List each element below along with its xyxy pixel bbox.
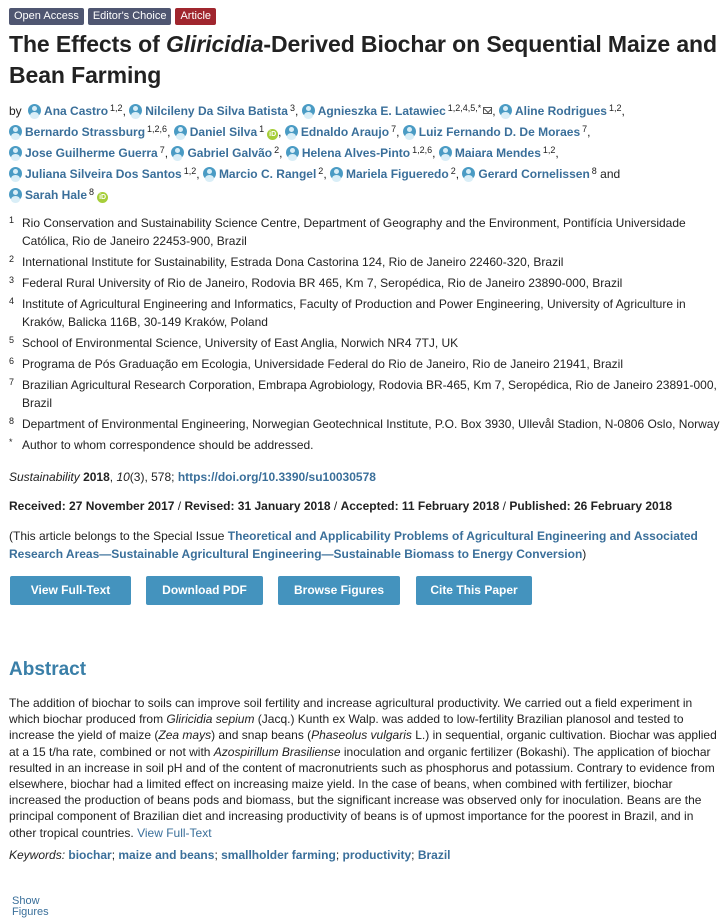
affiliation-text: Programa de Pós Graduação em Ecologia, Universidade Federal do Rio de Janeiro, Rio de Janeiro 21941, Brazil [22, 357, 624, 371]
keyword-separator: ; [111, 847, 119, 862]
title-italic: Gliricidia [165, 31, 264, 57]
comma: , [196, 167, 200, 181]
editors-choice-badge[interactable]: Editor's Choice [88, 8, 172, 25]
person-icon [286, 146, 299, 159]
author[interactable] [174, 125, 278, 139]
comma: , [432, 146, 436, 160]
special-issue-note [9, 527, 721, 563]
show-figures-label: Show Figures [12, 895, 49, 918]
view-full-text-button[interactable]: View Full-Text [10, 576, 131, 605]
date-separator: / [330, 499, 341, 513]
orcid-icon[interactable]: iD [99, 194, 107, 201]
abstract-italic: Zea mays [158, 728, 212, 743]
author[interactable] [439, 145, 559, 160]
affiliation-item [9, 376, 721, 412]
author-name[interactable]: Daniel Silva [189, 125, 258, 139]
comma: , [492, 104, 496, 118]
comma: , [164, 146, 169, 160]
author[interactable] [9, 188, 108, 202]
author-name[interactable]: Agnieszka E. Latawiec [317, 104, 446, 118]
person-icon [403, 125, 416, 138]
keyword-link[interactable]: biochar [68, 847, 112, 862]
affiliation-text: Brazilian Agricultural Research Corporation, Embrapa Agrobiology, Rodovia BR-465, Km 7, Seropédica, Rio de Janeiro 23891-000, Brazil [22, 378, 717, 410]
author[interactable] [286, 146, 432, 160]
citation-line: Sustainability 2018, 10(3), 578; https://doi.org/10.3390/su10030578 [9, 470, 376, 484]
author-affil: 8 [591, 166, 597, 176]
author-name[interactable]: Gerard Cornelissen [478, 167, 590, 181]
author-affil: 1 [259, 124, 265, 134]
author-name[interactable]: Bernardo Strassburg [25, 125, 146, 139]
author[interactable] [330, 167, 456, 181]
author[interactable] [9, 167, 196, 181]
affiliation-text: Federal Rural University of Rio de Janeiro, Rodovia BR 465, Km 7, Seropédica, Rio de Janeiro 23890-000, Brazil [22, 276, 623, 290]
affiliation-text: Author to whom correspondence should be addressed. [22, 438, 314, 452]
keyword-separator: ; [411, 847, 418, 862]
author-name[interactable]: Jose Guilherme Guerra [25, 146, 158, 160]
author-affil: 8 [89, 187, 95, 197]
affiliation-number: 2 [9, 254, 15, 264]
author-affil: 1,2 [183, 166, 197, 176]
person-icon [302, 104, 315, 117]
person-icon [9, 125, 22, 138]
keywords-line [9, 847, 721, 863]
affiliation-item [9, 253, 721, 271]
keyword-link[interactable]: Brazil [417, 847, 451, 862]
person-icon [203, 167, 216, 180]
and-label: and [600, 167, 621, 181]
comma: , [621, 104, 625, 118]
author-affil: 7 [391, 124, 397, 134]
keywords-label: Keywords: [9, 847, 66, 862]
author[interactable] [462, 167, 596, 181]
affiliation-item [9, 415, 721, 433]
person-icon [174, 125, 187, 138]
author-affil: 1,2 [608, 103, 622, 113]
person-icon [9, 167, 22, 180]
by-label: by [9, 104, 22, 118]
affiliation-number: 7 [9, 377, 15, 387]
journal-name: Sustainability [9, 470, 80, 484]
author[interactable] [403, 125, 587, 139]
person-icon [9, 188, 22, 201]
keyword-link[interactable]: smallholder farming [221, 847, 336, 862]
author-name[interactable]: Juliana Silveira Dos Santos [25, 167, 182, 181]
abstract-heading: Abstract [9, 659, 87, 680]
person-icon [171, 146, 184, 159]
author-name[interactable]: Luiz Fernando D. De Moraes [418, 125, 581, 139]
author-affil: 2 [450, 166, 456, 176]
author-affil: 2 [274, 145, 280, 155]
author-name[interactable]: Aline Rodrigues [514, 104, 607, 118]
title-part-1: The Effects of [9, 31, 166, 57]
person-icon [9, 146, 22, 159]
affiliation-text: International Institute for Sustainability, Estrada Dona Castorina 124, Rio de Janeiro 22460-320, Brazil [22, 255, 564, 269]
author-name[interactable]: Gabriel Galvão [187, 146, 273, 160]
affiliation-number: 4 [9, 296, 15, 306]
author[interactable] [129, 104, 295, 118]
affiliation-text: Institute of Agricultural Engineering and Informatics, Faculty of Production and Power Engineering, University of Agriculture in Kraków, Balicka 116B, 30-149 Kraków, Poland [22, 297, 686, 329]
author-affil: 7 [159, 145, 165, 155]
keyword-separator: ; [214, 847, 222, 862]
abstract-text [9, 695, 721, 841]
author-affil: 7 [582, 124, 588, 134]
affiliation-text: School of Environmental Science, University of East Anglia, Norwich NR4 7TJ, UK [22, 336, 459, 350]
author[interactable] [203, 167, 323, 181]
action-buttons [9, 576, 721, 605]
citation-issue-pages: (3), 578; [129, 470, 178, 484]
affiliation-item [9, 355, 721, 373]
accepted-date: Accepted: 11 February 2018 [340, 499, 500, 513]
article-type-badge: Article [175, 8, 216, 25]
abstract-segment: ) and snap beans ( [211, 728, 312, 743]
article-header [9, 8, 721, 863]
affiliation-text: Department of Environmental Engineering, Norwegian Geotechnical Institute, P.O. Box 3930, Ullevål Stadion, N-0806 Oslo, Norway [22, 417, 720, 431]
abstract-italic: Gliricidia sepium [166, 712, 255, 727]
person-icon [28, 104, 41, 117]
author-affil: 1,2 [542, 145, 556, 155]
keyword-separator: ; [335, 847, 343, 862]
article-title [9, 29, 721, 91]
comma: , [295, 104, 299, 118]
published-date: Published: 26 February 2018 [509, 499, 673, 513]
doi-link[interactable]: https://doi.org/10.3390/su10030578 [177, 470, 376, 484]
abstract-italic: Azospirillum Brasiliense [213, 744, 341, 759]
abstract-segment: L.) in sequential, organic cultivation. Biochar was applied at a 15 t/ha rate, combined or not with [9, 728, 717, 759]
comma: , [455, 167, 460, 181]
person-icon [330, 167, 343, 180]
show-figures-link[interactable] [12, 895, 72, 918]
affiliation-item [9, 214, 721, 250]
date-separator: / [499, 499, 510, 513]
publication-dates [9, 498, 721, 514]
author-affil: 1,2,6 [147, 124, 168, 134]
affiliation-number: 1 [9, 215, 15, 225]
author[interactable] [499, 104, 622, 118]
mail-icon[interactable] [483, 107, 492, 114]
author[interactable] [9, 125, 167, 139]
affiliation-number: 6 [9, 356, 15, 366]
abstract-segment: inoculation and organic fertilizer (Bokashi). The application of biochar resulted in an increase in soil pH and of the content of macronutrients such as phosphorus and potassium. Contrary to evidence from elsewhere, biochar had a limited effect on increasing maize yield. In the case of beans, when combined with fertilizer, biochar increased the production of beans pods and biomass, but the significant increase was observed only for inoculation. Beans are the principal component of Brazilian diet and increasing productivity of beans is of upmost importance for the poorest in Brazil, and in other tropical countries. [9, 744, 715, 840]
affiliation-number: 3 [9, 275, 15, 285]
abstract-italic: Phaseolus vulgaris [311, 728, 412, 743]
author[interactable] [285, 125, 396, 139]
abstract-segment: The addition of biochar to soils can improve soil fertility and increase agricultural productivity. We carried out a field experiment in which biochar produced from [9, 696, 693, 727]
orcid-icon[interactable]: iD [269, 131, 277, 138]
keyword-link[interactable]: maize and beans [118, 847, 215, 862]
date-separator: / [174, 499, 185, 513]
abstract-full-text-link[interactable]: View Full-Text [137, 825, 212, 840]
affiliation-item [9, 274, 721, 292]
author-name[interactable]: Mariela Figueredo [346, 167, 449, 181]
special-issue-link[interactable]: Theoretical and Applicability Problems of Agricultural Engineering and Associated Research Areas—Sustainable Agricultural Engineering—Sustainable Biomass to Energy Conversion [9, 529, 698, 561]
person-icon [462, 167, 475, 180]
affiliation-text: Rio Conservation and Sustainability Science Centre, Department of Geography and the Environment, Pontifícia Universidade Católica, Rio de Janeiro 22453-900, Brazil [22, 216, 686, 248]
comma: , [167, 125, 171, 139]
badge-row [9, 8, 721, 25]
affiliation-number: * [9, 437, 13, 447]
comma: , [555, 146, 559, 160]
cite-paper-button[interactable]: Cite This Paper [416, 576, 532, 605]
person-icon [285, 125, 298, 138]
author-name[interactable]: Marcio C. Rangel [218, 167, 317, 181]
author-affil: 2 [318, 166, 324, 176]
affiliation-list [9, 214, 721, 454]
author-name[interactable]: Maiara Mendes [454, 146, 541, 160]
comma: , [396, 125, 400, 139]
comma: , [587, 125, 591, 139]
title-part-2: -Derived Biochar on Sequential Maize and Bean Farming [9, 31, 717, 88]
affiliation-item [9, 436, 721, 454]
browse-figures-button[interactable]: Browse Figures [278, 576, 400, 605]
affiliation-number: 5 [9, 335, 15, 345]
author-name[interactable]: Ednaldo Araujo [300, 125, 390, 139]
comma: , [279, 146, 283, 160]
affiliation-number: 8 [9, 416, 15, 426]
citation-year: 2018 [83, 470, 110, 484]
comma: , [323, 167, 327, 181]
comma: , [122, 104, 126, 118]
author-affil: 1,2 [110, 103, 123, 113]
citation-volume: 10 [116, 470, 130, 484]
author-affil: 3 [289, 103, 295, 113]
author-name[interactable]: Nilcileny Da Silva Batista [145, 104, 288, 118]
author-name[interactable]: Sarah Hale [25, 188, 88, 202]
author-affil: 1,2,4,5,* [447, 103, 482, 113]
author-affil: 1,2,6 [412, 145, 433, 155]
received-date: Received: 27 November 2017 [9, 499, 175, 513]
author-name[interactable]: Helena Alves-Pinto [301, 146, 411, 160]
revised-date: Revised: 31 January 2018 [184, 499, 331, 513]
author[interactable] [9, 146, 165, 160]
author-list [9, 99, 721, 204]
open-access-badge[interactable]: Open Access [9, 8, 84, 25]
author-name[interactable]: Ana Castro [44, 104, 109, 118]
affiliation-item [9, 334, 721, 352]
affiliation-item [9, 295, 721, 331]
person-icon [129, 104, 142, 117]
author[interactable] [171, 146, 279, 160]
abstract-segment: (Jacq.) Kunth ex Walp. was added to low-fertility Brazilian planosol and tested to increase the yield of maize ( [9, 712, 684, 743]
author[interactable] [302, 103, 496, 118]
person-icon [439, 146, 452, 159]
download-pdf-button[interactable]: Download PDF [146, 576, 263, 605]
special-issue-suffix: ) [582, 547, 587, 561]
keyword-link[interactable]: productivity [342, 847, 412, 862]
comma: , [278, 125, 282, 139]
person-icon [499, 104, 512, 117]
special-issue-prefix: (This article belongs to the Special Issue [9, 529, 228, 543]
author[interactable] [28, 104, 123, 118]
